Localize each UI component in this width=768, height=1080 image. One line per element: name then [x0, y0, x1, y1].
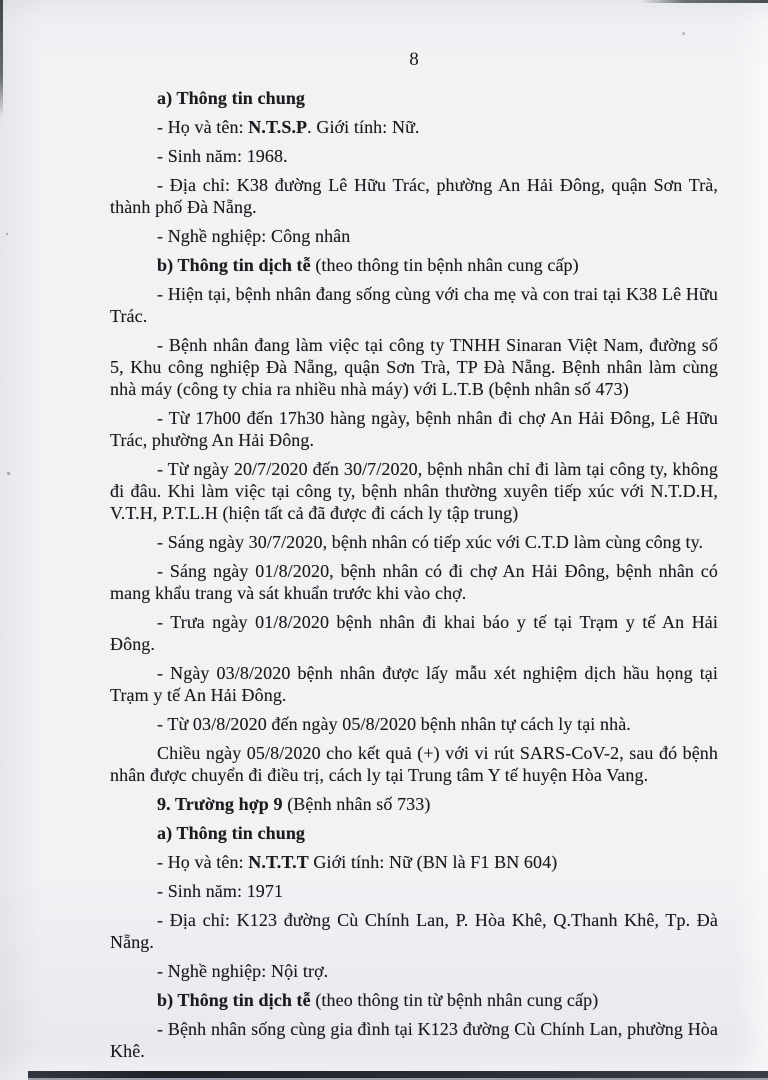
- field-full-name-case8: - Họ và tên: N.T.S.P. Giới tính: Nữ.: [157, 117, 420, 137]
- scan-speck: [6, 233, 8, 235]
- section-heading-epi-info-case8: b) Thông tin dịch tễ (theo thông tin bệnh nhân cung cấp): [157, 255, 579, 275]
- field-full-name-case9: - Họ và tên: N.T.T.T Giới tính: Nữ (BN là F1 BN 604): [157, 852, 558, 872]
- field-address-case9: - Địa chỉ: K123 đường Cù Chính Lan, P. Hòa Khê, Q.Thanh Khê, Tp. Đà Nẵng.: [110, 910, 718, 952]
- para-self-isolation-case8: - Từ 03/8/2020 đến ngày 05/8/2020 bệnh nhân tự cách ly tại nhà.: [157, 714, 631, 734]
- heading-text: b) Thông tin dịch tễ: [157, 255, 316, 275]
- patient-initials: N.T.T.T: [248, 852, 309, 872]
- scan-speck: [7, 472, 10, 475]
- section-heading-epi-info-case9: b) Thông tin dịch tễ (theo thông tin từ bệnh nhân cung cấp): [157, 990, 599, 1010]
- field-occupation-case9: - Nghề nghiệp: Nội trợ.: [157, 961, 329, 981]
- patient-initials: N.T.S.P: [248, 117, 308, 137]
- heading-text: a) Thông tin chung: [157, 823, 306, 843]
- scan-edge-artifact-top-right: [640, 0, 768, 3]
- field-birth-year-case8: - Sinh năm: 1968.: [157, 146, 288, 166]
- scan-edge-artifact-left: [0, 0, 3, 118]
- scan-edge-artifact-bottom: [28, 1071, 768, 1078]
- field-birth-year-case9: - Sinh năm: 1971: [157, 881, 284, 901]
- para-living-situation-case8: - Hiện tại, bệnh nhân đang sống cùng với cha mẹ và con trai tại K38 Lê Hữu Trác.: [110, 284, 718, 326]
- para-workplace-case8: - Bệnh nhân đang làm việc tại công ty TNHH Sinaran Việt Nam, đường số 5, Khu công nghiệp Đà Nẵng, quận Sơn Trà, TP Đà Nẵng. Bệnh nhân làm cùng nhà máy (công ty chia ra nhiều nhà máy) với L.T.B (bệnh nhân số 473): [110, 335, 718, 399]
- para-market-visit-0108-case8: - Sáng ngày 01/8/2020, bệnh nhân có đi chợ An Hải Đông, bệnh nhân có mang khẩu trang và sát khuẩn trước khi vào chợ.: [110, 561, 718, 603]
- field-occupation-case8: - Nghề nghiệp: Công nhân: [157, 226, 351, 246]
- section-heading-case9: 9. Trường hợp 9 (Bệnh nhân số 733): [157, 794, 431, 814]
- field-address-case8: - Địa chỉ: K38 đường Lê Hữu Trác, phường An Hải Đông, quận Sơn Trà, thành phố Đà Nẵng.: [110, 175, 718, 217]
- section-heading-general-info-case8: [110, 87, 718, 109]
- para-work-contacts-case8: - Từ ngày 20/7/2020 đến 30/7/2020, bệnh nhân chỉ đi làm tại công ty, không đi đâu. Khi làm việc tại công ty, bệnh nhân thường xuyên tiếp xúc với N.T.D.H, V.T.H, P.T.L.H (hiện tất cả đã được đi cách ly tập trung): [110, 459, 718, 523]
- heading-text: a) Thông tin chung: [157, 88, 306, 108]
- para-sample-taken-case8: - Ngày 03/8/2020 bệnh nhân được lấy mẫu xét nghiệm dịch hầu họng tại Trạm y tế An Hải Đông.: [110, 663, 718, 705]
- section-heading-general-info-case9: [110, 822, 718, 844]
- para-daily-market-case8: - Từ 17h00 đến 17h30 hàng ngày, bệnh nhân đi chợ An Hải Đông, Lê Hữu Trác, phường An Hải Đông.: [110, 408, 718, 450]
- para-health-declaration-case8: - Trưa ngày 01/8/2020 bệnh nhân đi khai báo y tế tại Trạm y tế An Hải Đông.: [110, 612, 718, 654]
- para-positive-result-case8: Chiều ngày 05/8/2020 cho kết quả (+) với vi rút SARS-CoV-2, sau đó bệnh nhân được chuyển đi điều trị, cách ly tại Trung tâm Y tế huyện Hòa Vang.: [110, 743, 718, 785]
- para-contact-ctd-case8: - Sáng ngày 30/7/2020, bệnh nhân có tiếp xúc với C.T.D làm cùng công ty.: [157, 532, 704, 552]
- para-living-situation-case9: - Bệnh nhân sống cùng gia đình tại K123 đường Cù Chính Lan, phường Hòa Khê.: [110, 1019, 718, 1061]
- document-body: [110, 84, 718, 1069]
- heading-text: 9. Trường hợp 9: [157, 794, 288, 814]
- scan-speck: [682, 32, 685, 35]
- heading-text: b) Thông tin dịch tễ: [157, 990, 316, 1010]
- page-number: 8: [409, 49, 419, 70]
